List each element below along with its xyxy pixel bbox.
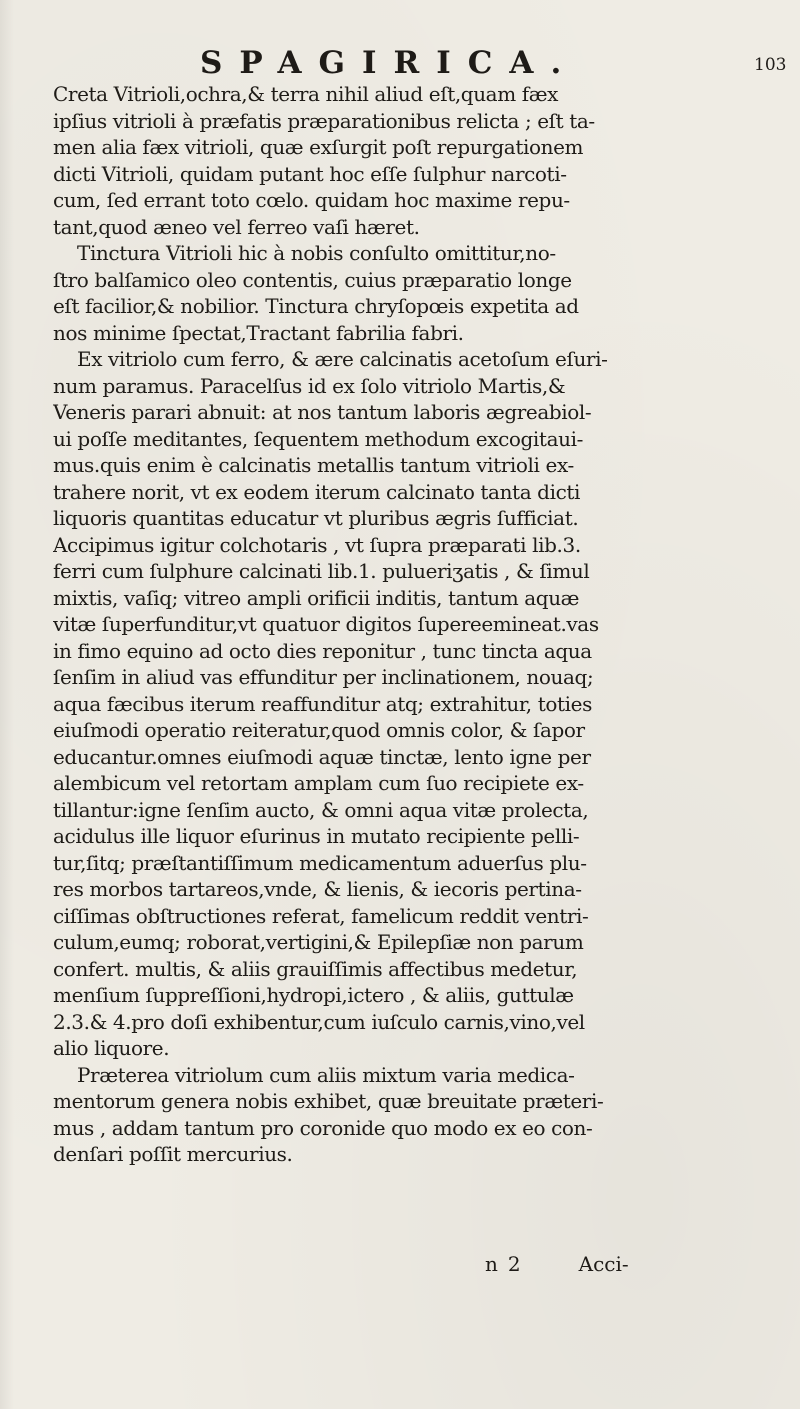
text-line: mixtis, vaſiq; vitreo ampli orificii inditis, tantum aquæ <box>53 585 580 610</box>
text-line: ſenſim in aliud vas effunditur per inclinationem, nouaq; <box>53 665 594 689</box>
text-line: tillantur:igne ſenſim aucto, & omni aqua vitæ prolecta, <box>53 797 589 822</box>
text-line: acidulus ille liquor eſurinus in mutato recipiente pelli- <box>53 824 580 848</box>
text-line: men alia fæx vitrioli, quæ exſurgit poſt repurgationem <box>53 135 584 159</box>
text-line: menſium ſuppreſſioni,hydropi,ictero , & aliis, guttulæ <box>53 983 574 1007</box>
text-line: cum, ſed errant toto cœlo. quidam hoc maxime repu- <box>53 188 570 212</box>
text-line: Creta Vitrioli,ochra,& terra nihil aliud eſt,quam fæx <box>53 82 559 106</box>
text-block <box>53 81 765 1168</box>
page-footer <box>485 1251 629 1277</box>
text-line: trahere norit, vt ex eodem iterum calcinato tanta dicti <box>53 479 581 504</box>
text-line: alio liquore. <box>53 1036 170 1060</box>
text-line: ſtro balſamico oleo contentis, cuius præparatio longe <box>53 267 572 292</box>
text-line: Præterea vitriolum cum aliis mixtum varia medica- <box>77 1062 575 1087</box>
text-line: mus , addam tantum pro coronide quo modo ex eo con- <box>53 1115 593 1140</box>
gutter-shadow <box>0 0 14 1409</box>
text-line: nos minime ſpectat,Tractant fabrilia fabri. <box>53 320 464 345</box>
text-line: ipſius vitrioli à præfatis præparationibus relicta ; eſt ta- <box>53 108 595 133</box>
text-line: eſt facilior,& nobilior. Tinctura chryſopœis expetita ad <box>53 294 579 318</box>
text-line: liquoris quantitas educatur vt pluribus ægris ſufficiat. <box>53 506 579 530</box>
text-line: mentorum genera nobis exhibet, quæ breuitate præteri- <box>53 1089 604 1113</box>
text-line: 2.3.& 4.pro doſi exhibentur,cum iuſculo carnis,vino,vel <box>53 1009 585 1034</box>
text-line: alembicum vel retortam amplam cum ſuo recipiete ex- <box>53 771 584 795</box>
text-line: Veneris parari abnuit: at nos tantum laboris ægreabiol- <box>53 400 592 424</box>
text-line: culum,eumq; roborat,vertigini,& Epilepſiæ non parum <box>53 930 584 954</box>
text-line: tur,ſitq; præſtantiſſimum medicamentum aduerſus plu- <box>53 850 587 875</box>
text-line: denſari poſſit mercurius. <box>53 1142 293 1166</box>
text-line: ciſſimas obſtructiones referat, famelicum reddit ventri- <box>53 903 589 928</box>
page-number: 103 <box>754 55 787 75</box>
text-line: dicti Vitrioli, quidam putant hoc eſſe ſulphur narcoti- <box>53 161 567 186</box>
text-line: in fimo equino ad octo dies reponitur , tunc tincta aqua <box>53 638 592 663</box>
text-line: tant,quod æneo vel ferreo vaſi hæret. <box>53 214 420 239</box>
text-line: num paramus. Paracelſus id ex ſolo vitriolo Martis,& <box>53 373 566 398</box>
signature-mark: n <box>485 1252 498 1276</box>
signature-number: 2 <box>507 1252 521 1276</box>
text-line: eiuſmodi operatio reiteratur,quod omnis color, & ſapor <box>53 718 585 742</box>
text-line: ferri cum ſulphure calcinati lib.1. pulueriʒatis , & ſimul <box>53 559 590 583</box>
text-line: Tinctura Vitrioli hic à nobis conſulto omittitur,no- <box>77 241 556 265</box>
text-line: confert. multis, & aliis grauiſſimis affectibus medetur, <box>53 956 578 981</box>
text-line: res morbos tartareos,vnde, & lienis, & iecoris pertina- <box>53 877 582 901</box>
text-line: aqua fæcibus iterum reaffunditur atq; extrahitur, toties <box>53 691 592 716</box>
text-line: ui poſſe meditantes, ſequentem methodum excogitaui- <box>53 426 583 451</box>
text-line: vitæ ſuperfunditur,vt quatuor digitos ſupereemineat.vas <box>53 612 599 636</box>
text-line: mus.quis enim è calcinatis metallis tantum vitrioli ex- <box>53 453 574 477</box>
running-head: SPAGIRICA. <box>200 45 579 81</box>
text-line: educantur.omnes eiuſmodi aquæ tinctæ, lento igne per <box>53 744 591 769</box>
catchword: Acci- <box>578 1252 629 1276</box>
text-line: Ex vitriolo cum ferro, & ære calcinatis acetoſum eſuri- <box>77 347 608 371</box>
text-line: Accipimus igitur colchotaris , vt ſupra præparati lib.3. <box>53 532 581 557</box>
